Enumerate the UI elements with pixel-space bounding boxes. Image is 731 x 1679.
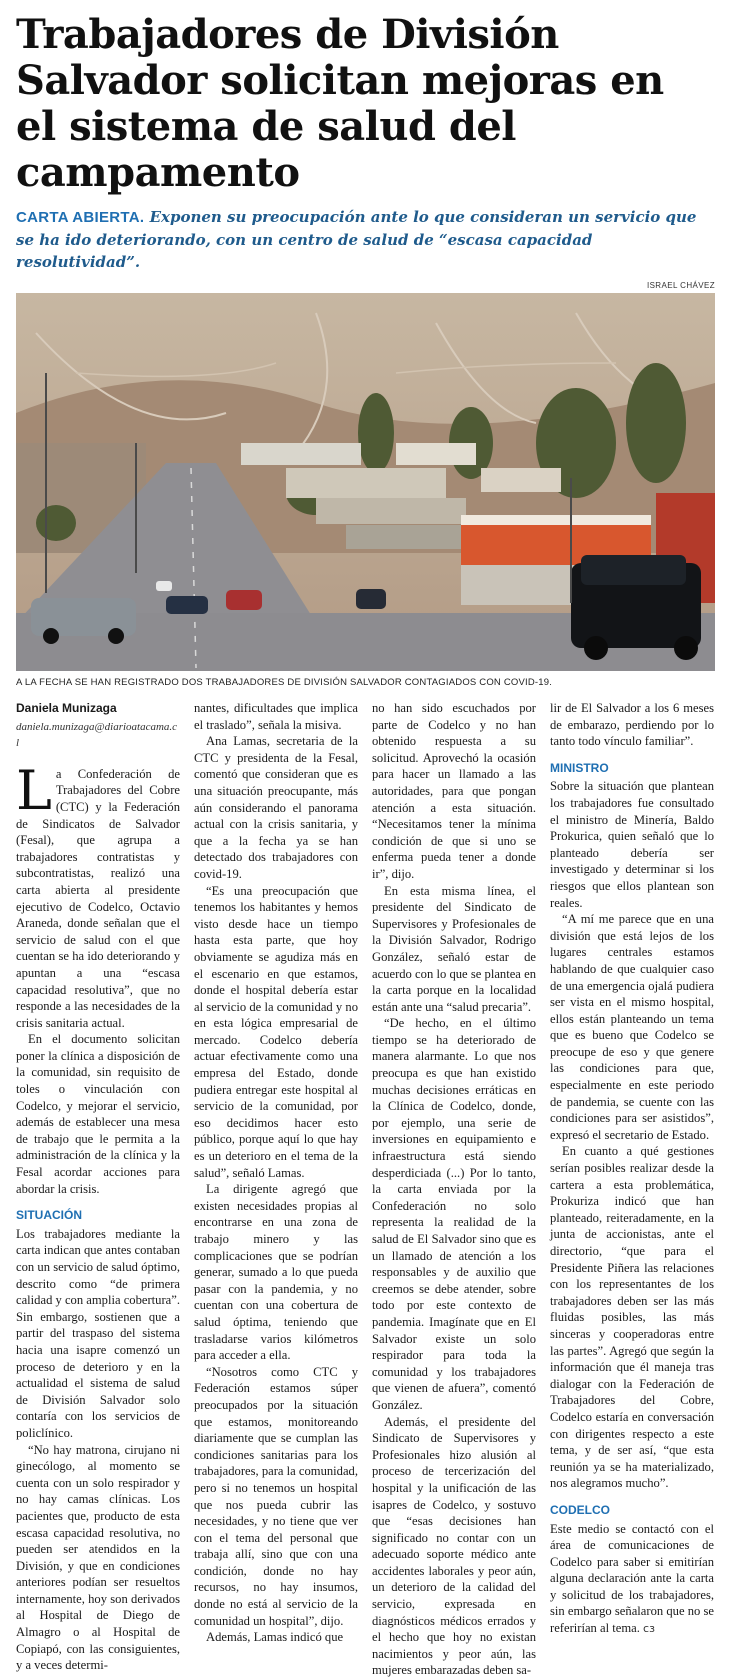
article-column-1 [16,700,180,1679]
article-photo [16,293,715,671]
photo-credit: ISRAEL CHÁVEZ [646,281,715,290]
article-column-3 [372,700,536,1679]
subheading-situacion: SITUACIÓN [16,1208,82,1223]
paragraph: Ana Lamas, secretaria de la CTC y presidenta de la Fesal, comentó que consideran que es una situación preocupante, más aún considerando el panorama actual con la crisis sanitaria, y que a la fecha ya se han detectado dos trabajadores con covid-19. [194,734,358,881]
paragraph: La dirigente agregó que existen necesidades propias al encontrarse en una zona de trabajo minero y las complicaciones que se podrían generar, sumado a lo que pueda pasar con la pandemia, y no cuentan con una cobertura de salud óptima, teniendo que trasladarse varios kilómetros para acceder a ella. [194,1182,358,1363]
paragraph: “Nosotros como CTC y Federación estamos súper preocupados por la situación que estamos, monitoreando diariamente que se cumplan las condiciones sanitarias para los trabajadores, para la comunidad, pero si no tenemos un hospital que nos pueda cubrir las necesidades, y no tiene que ver con el tema del personal que trabaja allí, sino que con una condición, donde no hay recursos, no hay insumos, donde no está al servicio de la comunidad un hospital”, dijo. [194,1364,358,1628]
article-columns [16,700,715,1679]
lede [16,206,715,273]
paragraph: Además, Lamas indicó que [206,1630,344,1645]
subheading-codelco: CODELCO [550,1502,610,1517]
paragraph: nantes, dificultades que implica el traslado”, señala la misiva. [194,701,358,732]
paragraph: “No hay matrona, cirujano ni ginecólogo, al momento se cuenta con un solo respirador y no hay camas clínicas. Los pacientes que, producto de esta escasa capacidad resolutiva, no pueden ser atendidos en la División, y que en condiciones anteriores podían ser resueltos internamente, hoy son derivados al Hospital de Diego de Almagro o al Hospital de Copiapó, con las consiguientes, y a veces determi- [16,1442,180,1673]
photo-suv [571,555,701,660]
lede-kicker: CARTA ABIERTA. [16,209,145,226]
article-column-2 [194,700,358,1679]
article-column-4 [550,700,714,1679]
author-email[interactable]: daniela.munizaga@diarioatacama.cl [16,720,178,750]
newspaper-page [0,11,731,1678]
paragraph: “Es una preocupación que tenemos los habitantes y hemos visto desde hace un tiempo hasta esta parte, que hoy obviamente se agudiza más en el escenario en que estamos, donde el hospital debería estar al servicio de la comunidad y no en esta lógica empresarial de mercado. Codelco debería actuar efectivamente como una empresa del Estado, donde pudiera entregar este hospital al servicio de la comunidad, por eso decidimos hacer esto público, porque aquí lo que hay es un deterioro en el tema de la salud”, señaló Lamas. [194,883,358,1180]
paragraph: lir de El Salvador a los 6 meses de embarazo, perdiendo por lo tanto todo vínculo familiar”. [550,701,714,749]
photo-caption: A LA FECHA SE HAN REGISTRADO DOS TRABAJADORES DE DIVISIÓN SALVADOR CONTAGIADOS CON COVID-19. [16,677,553,688]
author-name: Daniela Munizaga [16,701,117,715]
headline: Trabajadores de División Salvador solicitan mejoras en el sistema de salud del campamento [16,11,664,196]
paragraph: Este medio se contactó con el área de comunicaciones de Codelco para saber si emitirían alguna declaración ante la carta y solicitud de los trabajadores, sin embargo señalaron que no se referirían al tema. [550,1521,714,1636]
paragraph: Además, el presidente del Sindicato de Supervisores y Profesionales hizo alusión al proceso de tercerización del hospital y la unificación de las isapres de Codelco, y sostuvo que “esas decisiones han significado no contar con un adecuado soporte médico ante accidentes laborales y peor aún, un deterioro de la calidad del servicio, expresada en diagnósticos médicos errados y el hecho que hoy no existan nacimientos y peor aún, las mujeres embarazadas deben sa- [372,1414,536,1678]
lede-text: Exponen su preocupación ante lo que consideran un servicio que se ha ido deteriorando, con un centro de salud de “escasa capacidad resolutividad”. [16,208,697,271]
paragraph: En el documento solicitan poner la clínica a disposición de la comunidad, sin requisito de toles o vinculación con Codelco, y mejorar el servicio, además de establecer una mesa de trabajo que le permita a la administración de la clínica y la Fesal acordar acciones para abordar la crisis. [16,1032,180,1196]
paragraph: En esta misma línea, el presidente del Sindicato de Supervisores y Profesionales de la División Salvador, Rodrigo González, señaló estar de acuerdo con lo que se plantea en la carta porque en la localidad están ante una “salud precaria”. [372,883,536,1014]
paragraph: “De hecho, en el último tiempo se ha deteriorado de manera alarmante. Lo que nos preocupa es que han existido muchas decisiones erráticas en la Clínica de Codelco, donde, por ejemplo, una serie de inversiones en equipamiento e infraestructura está siendo desperdiciada (...) Por lo tanto, la carta enviada por la Confederación no solo representa la realidad de la salud de El Salvador sino que es un llamado de atención a los responsables y de auxilio que creemos se debe atender, sobre todo por este contexto de pandemia. Imagínate que en El Salvador existe un solo respirador para toda la comunidad y los trabajadores que vienen de afuera”, comentó González. [372,1016,536,1412]
paragraph: no han sido escuchados por parte de Codelco y no han obtenido respuesta a su solicitud. Aprovechó la ocasión para hacer un llamado a las autoridades, para que pongan atención a esta situación. “Necesitamos tener la mínima condición de que si uno se enferma pueda tener a donde ir”, dijo. [372,701,536,881]
paragraph: En cuanto a qué gestiones serían posibles realizar desde la cartera a esta problemática, Prokuriza indicó que han planteado, reiteradamente, en la junta de accionistas, ante el directorio, “que para el Presidente Piñera las relaciones con los representantes de los trabajadores deben ser las más fluidas posibles, las más sinceras y cooperadoras entre las partes”. Agregó que según la información que él maneja tras dialogar con la Federación de Trabajadores del Cobre, Codelco estaría en conversación con dirigentes respecto a este tema, y de ser así, “que esta reunión ya se ha materializado, nos alegramos mucho”. [550,1144,714,1491]
drop-cap: L [16,758,52,822]
paragraph: Los trabajadores mediante la carta indican que antes contaban con un servicio de salud óptimo, descrito como “de primera calidad y con amplia cobertura”. Sin embargo, sostienen que a partir del traspaso del sistema hacia una isapre comenzó un proceso de deterioro y en la actualidad el sistema de salud de División Salvador solo contaría con los servicios de policlínico. [16,1226,180,1440]
end-mark: cз [643,1622,655,1636]
paragraph: a Confederación de Trabajadores del Cobre (CTC) y la Federación de Sindicatos de Salvador (Fesal), que agrupa a trabajadores contratistas y subcontratistas, realizó una carta abierta al presidente ejecutivo de Codelco, Octavio Araneda, donde señalan que el servicio de salud con el que cuentan se ha ido deteriorando y apuntan a una “escasa capacidad resolutiva”, que no responde a las necesidades de la crisis sanitaria actual. [16,766,180,1030]
paragraph: “A mí me parece que en una división que está lejos de los lugares centrales estamos hablando de que cualquier caso de una emergencia ojalá pudiera ser vista en el mismo hospital, ellos están planteando un tema que es bueno que Codelco se preocupe de eso y que genere las condiciones para que, especialmente en este periodo de pandemia, se cuente con las condiciones para ser asistidos”, expresó el secretario de Estado. [550,912,714,1142]
subheading-ministro: MINISTRO [550,760,609,775]
paragraph: Sobre la situación que plantean los trabajadores fue consultado el ministro de Minería, Baldo Prokurica, quien señaló que lo planteado debería ser investigado y determinar si los riesgos que ellos plantean son reales. [550,779,714,910]
